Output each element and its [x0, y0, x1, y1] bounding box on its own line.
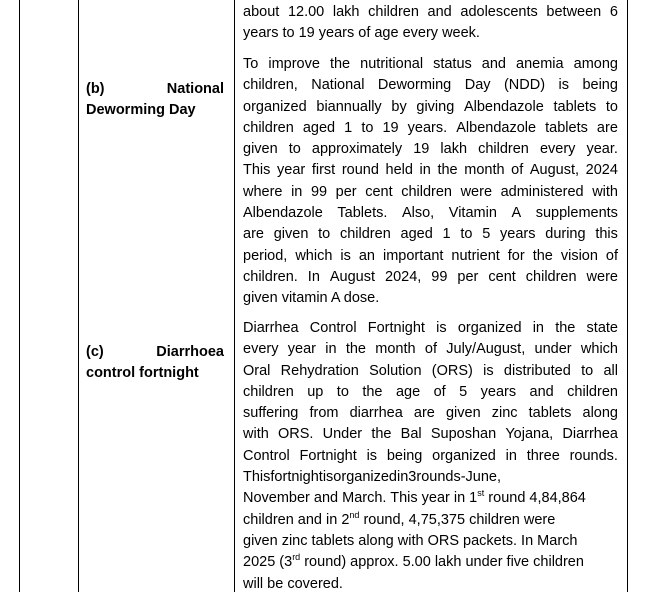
table-column-divider	[78, 0, 79, 592]
word: 1	[344, 119, 353, 136]
word: every	[243, 341, 279, 358]
word: Yojana,	[505, 426, 554, 443]
paragraph-line	[243, 361, 618, 382]
word: cent	[488, 268, 516, 285]
paragraph-line: given zinc tablets along with ORS packets. In March	[243, 532, 578, 549]
word: period,	[243, 247, 288, 264]
word: and	[427, 4, 452, 20]
word: children	[401, 183, 452, 200]
word: Under	[322, 426, 363, 443]
word: where	[243, 183, 283, 200]
word: Diarrhea	[243, 320, 299, 336]
word: vision	[560, 247, 598, 264]
word: is	[322, 469, 334, 486]
word: year	[287, 341, 316, 358]
word: per	[457, 268, 479, 285]
word: children	[525, 268, 577, 285]
label-word: National	[166, 81, 224, 97]
paragraph-line	[243, 118, 618, 139]
word: Fortnight	[367, 320, 425, 336]
paragraph-line	[243, 318, 618, 339]
national-deworming-day-paragraph	[243, 54, 618, 310]
word: children,	[243, 77, 298, 94]
word: years	[480, 383, 517, 400]
paragraph-line: November and March. This year in 1st round 4,84,864	[243, 488, 586, 507]
word: children	[243, 119, 294, 136]
row-label-line	[86, 363, 224, 384]
paragraph-line	[243, 424, 618, 445]
word: are	[596, 119, 618, 136]
word: in	[505, 447, 517, 464]
word: In	[307, 268, 320, 285]
row-label-line	[86, 342, 224, 363]
word: about	[243, 4, 280, 20]
word: organized	[243, 98, 307, 115]
paragraph-line	[243, 54, 618, 75]
word: with	[243, 426, 269, 443]
word: lakh	[440, 141, 468, 158]
word: Control	[309, 320, 357, 336]
word: 3	[408, 469, 417, 486]
word: aged	[302, 119, 336, 136]
paragraph-line	[243, 339, 618, 360]
word: suffering	[243, 405, 299, 422]
word: status	[433, 56, 472, 72]
word: are	[413, 405, 435, 422]
word: in	[396, 469, 409, 486]
word: held	[385, 162, 413, 179]
word: -June,	[460, 469, 502, 486]
word: in	[419, 162, 431, 179]
row-label-diarrhoea-control-fortnight	[86, 342, 224, 384]
row-label-line	[86, 79, 224, 100]
table-border-right	[627, 0, 628, 592]
word: This	[243, 162, 271, 179]
word: rounds.	[569, 447, 618, 464]
word: is	[436, 320, 447, 336]
word: 5	[482, 226, 491, 243]
word: National	[311, 77, 365, 94]
paragraph-line	[243, 467, 618, 488]
word: the	[555, 320, 576, 336]
word: to	[581, 362, 594, 379]
word: (NDD)	[503, 77, 546, 94]
word: being	[386, 447, 423, 464]
word: to	[336, 383, 349, 400]
word: along	[582, 405, 618, 422]
word: state	[586, 320, 618, 336]
word: by	[391, 98, 407, 115]
word: children	[339, 226, 391, 243]
paragraph-line: 2025 (3rd round) approx. 5.00 lakh under five children	[243, 552, 584, 571]
paragraph-line	[243, 75, 618, 96]
word: were	[586, 268, 618, 285]
word: the	[329, 56, 351, 72]
word: fortnight	[270, 469, 323, 486]
label-word: control fortnight	[86, 365, 199, 381]
word: an	[358, 247, 375, 264]
word: Rehydration	[280, 362, 359, 379]
paragraph-line	[243, 246, 618, 267]
word: 12.00	[287, 4, 325, 20]
word: the	[362, 383, 383, 400]
label-word: (c)	[86, 344, 104, 360]
word: 5	[459, 383, 468, 400]
paragraph-line	[243, 160, 618, 181]
word: to	[460, 226, 473, 243]
word: aged	[400, 226, 433, 243]
word: of	[424, 341, 437, 358]
word: years.	[407, 119, 448, 136]
word: biannually	[316, 98, 382, 115]
paragraph-line	[243, 224, 618, 245]
word: is	[483, 362, 494, 379]
paragraph-line	[243, 382, 618, 403]
word: during	[545, 226, 586, 243]
word: being	[582, 77, 618, 94]
word: years	[500, 226, 536, 243]
word: under	[534, 341, 572, 358]
word: adolescents	[460, 4, 538, 20]
word: round	[341, 162, 379, 179]
paragraph-line	[243, 288, 618, 309]
word: Control	[243, 447, 290, 464]
word: children	[478, 141, 529, 158]
word: to	[361, 119, 374, 136]
word: in	[291, 183, 303, 200]
label-word: Deworming Day	[86, 102, 196, 118]
paragraph-line: will be covered.	[243, 575, 343, 592]
paragraph-line	[243, 403, 618, 424]
word: nutritional	[360, 56, 424, 72]
word: the	[532, 247, 553, 264]
word: 6	[609, 4, 618, 20]
word: Fortnight	[299, 447, 357, 464]
word: approximately	[311, 141, 403, 158]
word: anemia	[516, 56, 564, 72]
word: month	[464, 162, 505, 179]
word: Deworming	[377, 77, 452, 94]
word: in	[325, 341, 337, 358]
word: 99	[310, 183, 328, 200]
word: tablets	[528, 405, 572, 422]
word: Suposhan	[430, 426, 497, 443]
word: Albendazole	[456, 119, 537, 136]
word: important	[382, 247, 444, 264]
word: are	[243, 226, 264, 243]
word: Bal	[400, 426, 422, 443]
word: A	[511, 205, 522, 222]
paragraph-line: children and in 2nd round, 4,75,375 children were	[243, 509, 556, 528]
paragraph-line	[243, 446, 618, 467]
paragraph-line	[243, 267, 618, 288]
word: first	[311, 162, 336, 179]
word: to	[288, 141, 301, 158]
word: which	[295, 247, 333, 264]
label-word: (b)	[86, 81, 105, 97]
word: giving	[416, 98, 455, 115]
word: between	[546, 4, 602, 20]
word: lakh	[332, 4, 360, 20]
word: 99	[431, 268, 448, 285]
word: all	[603, 362, 618, 379]
word: August	[329, 268, 376, 285]
word: supplements	[535, 205, 618, 222]
word: (ORS)	[431, 362, 473, 379]
word: Diarrhea	[562, 426, 618, 443]
word: from	[309, 405, 339, 422]
word: month	[375, 341, 416, 358]
paragraph-line	[243, 203, 618, 224]
paragraph-line	[243, 182, 618, 203]
word: year.	[586, 141, 618, 158]
word: with	[592, 183, 618, 200]
paragraph-line	[243, 23, 618, 44]
word: per	[335, 183, 357, 200]
row-label-line	[86, 100, 224, 121]
word: were	[460, 183, 493, 200]
word: tablets	[553, 98, 597, 115]
word: the	[345, 341, 366, 358]
word: zinc	[491, 405, 518, 422]
word: children.	[243, 268, 298, 285]
word: in	[532, 320, 544, 336]
word: 1	[442, 226, 451, 243]
paragraph-line	[243, 97, 618, 118]
word: August,	[529, 162, 580, 179]
word: Day	[464, 77, 491, 94]
row-label-national-deworming-day	[86, 79, 224, 121]
word: Also,	[401, 205, 435, 222]
word: rounds	[416, 469, 461, 486]
label-word: Diarrhoea	[156, 344, 224, 360]
word: three	[526, 447, 560, 464]
word: children	[243, 383, 294, 400]
paragraph-line	[243, 2, 618, 23]
word: 2024	[585, 162, 618, 179]
word: of	[605, 247, 618, 264]
word: children	[368, 4, 419, 20]
word: distributed	[503, 362, 571, 379]
word: Solution	[369, 362, 422, 379]
word: for	[507, 247, 525, 264]
word: given vitamin A dose.	[243, 290, 380, 307]
word: July/August,	[446, 341, 526, 358]
word: This	[243, 469, 271, 486]
word: among	[573, 56, 618, 72]
word: Vitamin	[448, 205, 497, 222]
diarrhoea-control-fortnight-paragraph	[243, 318, 618, 595]
word: 19	[382, 119, 399, 136]
word: years to 19 years of age every week.	[243, 25, 480, 42]
word: Albendazole	[243, 205, 323, 222]
word: cent	[365, 183, 393, 200]
table-column-divider	[234, 0, 235, 592]
word: given	[445, 405, 481, 422]
word: Tablets.	[337, 205, 388, 222]
word: is	[558, 77, 569, 94]
word: is	[366, 447, 378, 464]
intro-paragraph	[243, 2, 618, 45]
word: and	[529, 383, 554, 400]
word: to	[318, 226, 331, 243]
word: of	[511, 162, 524, 179]
word: Oral	[243, 362, 271, 379]
word: administered	[500, 183, 584, 200]
table-border-left	[19, 0, 20, 592]
word: nutrient	[451, 247, 500, 264]
word: year	[277, 162, 306, 179]
word: to	[605, 98, 618, 115]
word: Albendazole	[463, 98, 544, 115]
word: children	[567, 383, 618, 400]
word: given	[273, 226, 309, 243]
word: organized	[333, 469, 397, 486]
word: which	[580, 341, 618, 358]
word: every	[539, 141, 576, 158]
word: improve	[268, 56, 320, 72]
word: 19	[413, 141, 430, 158]
word: age	[395, 383, 421, 400]
word: the	[437, 162, 458, 179]
word: the	[371, 426, 392, 443]
word: To	[243, 56, 259, 72]
word: diarrhea	[349, 405, 403, 422]
paragraph-line	[243, 139, 618, 160]
word: 2024,	[385, 268, 422, 285]
word: up	[307, 383, 324, 400]
word: ORS.	[277, 426, 314, 443]
word: this	[595, 226, 618, 243]
word: tablets	[545, 119, 588, 136]
word: of	[433, 383, 446, 400]
word: is	[340, 247, 351, 264]
word: organized	[457, 320, 522, 336]
word: organized	[432, 447, 496, 464]
word: given	[243, 141, 278, 158]
word: and	[481, 56, 506, 72]
